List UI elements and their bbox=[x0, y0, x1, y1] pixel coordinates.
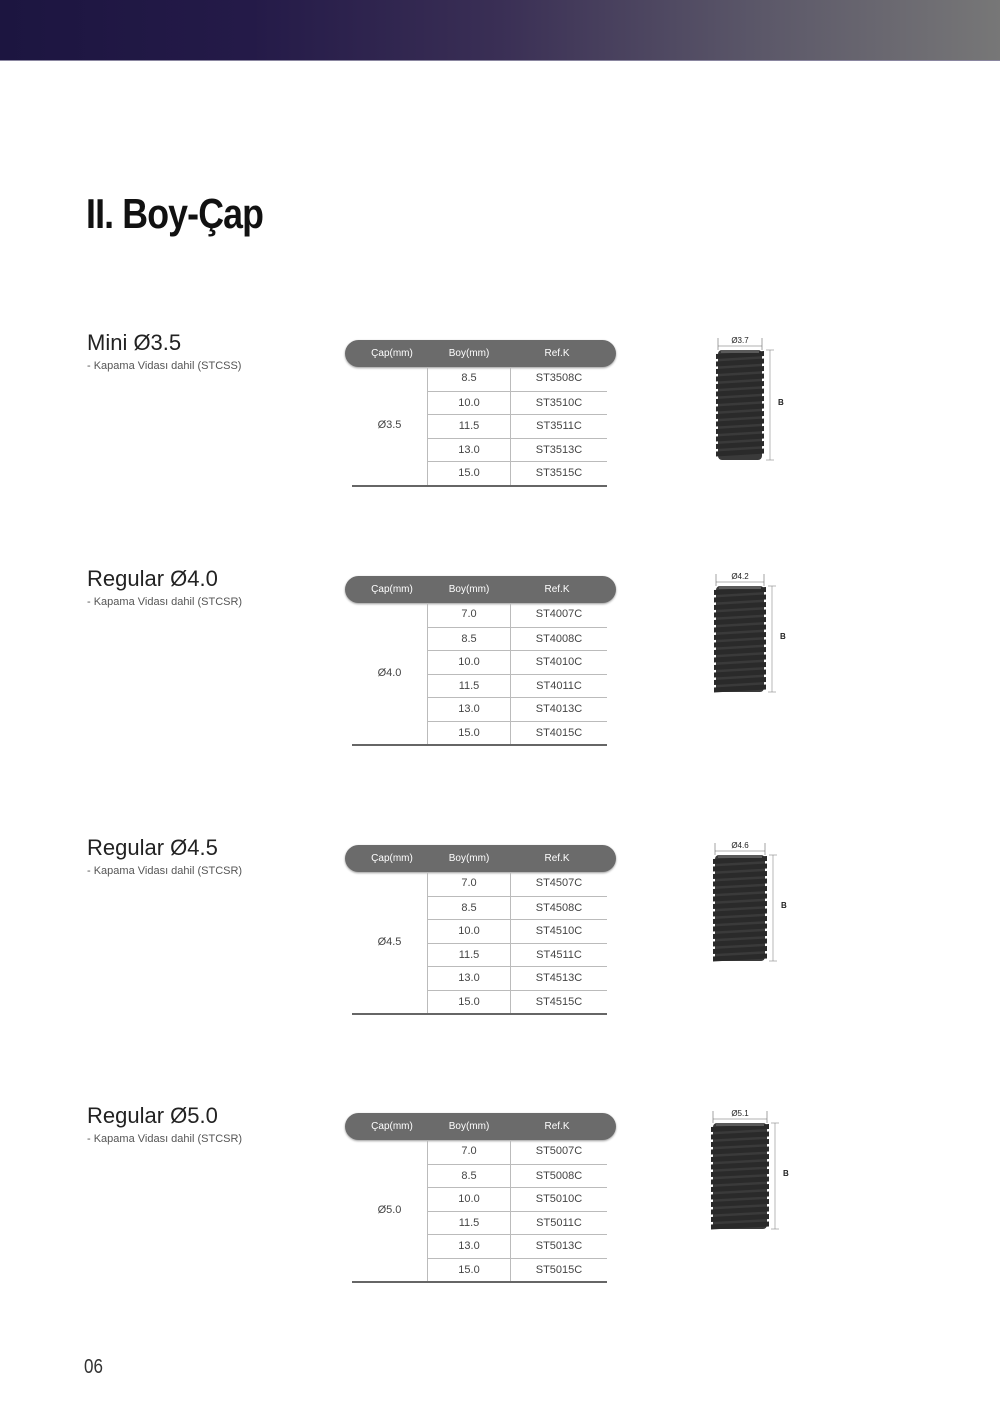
length-cell: 7.0 bbox=[427, 872, 510, 896]
table-diameter: Ø5.0 bbox=[377, 1203, 402, 1216]
length-cell: 13.0 bbox=[427, 697, 510, 721]
ref-cell: ST5008C bbox=[510, 1164, 607, 1188]
section-title: Regular Ø4.0 bbox=[87, 566, 218, 591]
table-row bbox=[352, 414, 607, 438]
ref-cell: ST3508C bbox=[510, 367, 607, 391]
ref-cell: ST5010C bbox=[510, 1187, 607, 1211]
ref-cell: ST4508C bbox=[510, 896, 607, 920]
length-cell: 13.0 bbox=[427, 1234, 510, 1258]
length-cell: 15.0 bbox=[427, 721, 510, 745]
size-table bbox=[352, 603, 607, 746]
header-length: Boy(mm) bbox=[448, 1121, 490, 1132]
length-cell: 10.0 bbox=[427, 650, 510, 674]
table-row bbox=[352, 1211, 607, 1235]
table-row bbox=[352, 1164, 607, 1188]
size-table bbox=[352, 1140, 607, 1283]
table-row bbox=[352, 650, 607, 674]
table-header bbox=[345, 576, 616, 603]
table-row bbox=[352, 1140, 607, 1164]
table-header bbox=[345, 845, 616, 872]
length-cell: 10.0 bbox=[427, 1187, 510, 1211]
table-row bbox=[352, 367, 607, 391]
length-cell: 11.5 bbox=[427, 943, 510, 967]
table-row bbox=[352, 461, 607, 485]
product-section bbox=[0, 566, 1000, 776]
page-number: 06 bbox=[84, 1356, 103, 1378]
ref-cell: ST4007C bbox=[510, 603, 607, 627]
implant-diameter-label: Ø4.6 bbox=[731, 841, 749, 850]
table-row bbox=[352, 990, 607, 1014]
ref-cell: ST4010C bbox=[510, 650, 607, 674]
ref-cell: ST4015C bbox=[510, 721, 607, 745]
length-cell: 15.0 bbox=[427, 461, 510, 485]
product-section bbox=[0, 1103, 1000, 1313]
length-cell: 11.5 bbox=[427, 1211, 510, 1235]
table-row bbox=[352, 943, 607, 967]
product-section bbox=[0, 330, 1000, 540]
length-label: B bbox=[778, 398, 784, 407]
length-cell: 7.0 bbox=[427, 1140, 510, 1164]
implant-diagram bbox=[700, 570, 800, 710]
ref-cell: ST4511C bbox=[510, 943, 607, 967]
ref-cell: ST5015C bbox=[510, 1258, 607, 1282]
table-row bbox=[352, 919, 607, 943]
table-row bbox=[352, 872, 607, 896]
table-header bbox=[345, 340, 616, 367]
ref-cell: ST4011C bbox=[510, 674, 607, 698]
implant-diagram bbox=[700, 1107, 800, 1247]
table-diameter: Ø4.5 bbox=[377, 935, 402, 948]
table-header bbox=[345, 1113, 616, 1140]
length-cell: 7.0 bbox=[427, 603, 510, 627]
section-title: Regular Ø5.0 bbox=[87, 1103, 218, 1128]
section-subtitle: - Kapama Vidası dahil (STCSR) bbox=[87, 1133, 243, 1145]
section-title: Mini Ø3.5 bbox=[87, 330, 182, 355]
table-row bbox=[352, 627, 607, 651]
implant-diagram bbox=[700, 334, 800, 474]
implant-diameter-label: Ø5.1 bbox=[731, 1109, 749, 1118]
header-ref: Ref.K bbox=[544, 348, 570, 359]
header-diameter: Çap(mm) bbox=[371, 348, 413, 359]
table-diameter: Ø4.0 bbox=[377, 666, 402, 679]
table-row bbox=[352, 674, 607, 698]
ref-cell: ST5013C bbox=[510, 1234, 607, 1258]
table-row bbox=[352, 1234, 607, 1258]
length-cell: 11.5 bbox=[427, 414, 510, 438]
header-ref: Ref.K bbox=[544, 584, 570, 595]
header-diameter: Çap(mm) bbox=[371, 853, 413, 864]
ref-cell: ST4510C bbox=[510, 919, 607, 943]
ref-cell: ST4515C bbox=[510, 990, 607, 1014]
length-cell: 13.0 bbox=[427, 438, 510, 462]
ref-cell: ST3510C bbox=[510, 391, 607, 415]
section-subtitle: - Kapama Vidası dahil (STCSS) bbox=[87, 360, 242, 372]
ref-cell: ST4507C bbox=[510, 872, 607, 896]
header-length: Boy(mm) bbox=[448, 584, 490, 595]
section-subtitle: - Kapama Vidası dahil (STCSR) bbox=[87, 596, 243, 608]
implant-diagram bbox=[700, 839, 800, 979]
length-cell: 10.0 bbox=[427, 919, 510, 943]
ref-cell: ST4513C bbox=[510, 966, 607, 990]
table-row bbox=[352, 438, 607, 462]
ref-cell: ST4013C bbox=[510, 697, 607, 721]
implant-diameter-label: Ø4.2 bbox=[731, 572, 749, 581]
table-row bbox=[352, 697, 607, 721]
ref-cell: ST4008C bbox=[510, 627, 607, 651]
length-cell: 8.5 bbox=[427, 367, 510, 391]
header-length: Boy(mm) bbox=[448, 853, 490, 864]
header-banner bbox=[0, 0, 1000, 61]
product-section bbox=[0, 835, 1000, 1045]
ref-cell: ST5007C bbox=[510, 1140, 607, 1164]
length-label: B bbox=[783, 1169, 789, 1178]
table-row bbox=[352, 896, 607, 920]
header-diameter: Çap(mm) bbox=[371, 1121, 413, 1132]
length-cell: 8.5 bbox=[427, 1164, 510, 1188]
size-table bbox=[352, 872, 607, 1015]
length-cell: 15.0 bbox=[427, 1258, 510, 1282]
implant-diameter-label: Ø3.7 bbox=[731, 336, 749, 345]
table-row bbox=[352, 721, 607, 745]
page-title: II. Boy-Çap bbox=[86, 190, 264, 237]
length-cell: 13.0 bbox=[427, 966, 510, 990]
size-table bbox=[352, 367, 607, 487]
length-label: B bbox=[781, 901, 787, 910]
header-diameter: Çap(mm) bbox=[371, 584, 413, 595]
header-ref: Ref.K bbox=[544, 853, 570, 864]
table-row bbox=[352, 603, 607, 627]
ref-cell: ST5011C bbox=[510, 1211, 607, 1235]
ref-cell: ST3513C bbox=[510, 438, 607, 462]
length-cell: 11.5 bbox=[427, 674, 510, 698]
header-ref: Ref.K bbox=[544, 1121, 570, 1132]
ref-cell: ST3511C bbox=[510, 414, 607, 438]
length-cell: 8.5 bbox=[427, 627, 510, 651]
table-row bbox=[352, 1258, 607, 1282]
ref-cell: ST3515C bbox=[510, 461, 607, 485]
table-row bbox=[352, 391, 607, 415]
section-title: Regular Ø4.5 bbox=[87, 835, 218, 860]
length-label: B bbox=[780, 632, 786, 641]
table-diameter: Ø3.5 bbox=[377, 418, 402, 431]
length-cell: 10.0 bbox=[427, 391, 510, 415]
table-row bbox=[352, 966, 607, 990]
table-row bbox=[352, 1187, 607, 1211]
header-length: Boy(mm) bbox=[448, 348, 490, 359]
length-cell: 15.0 bbox=[427, 990, 510, 1014]
length-cell: 8.5 bbox=[427, 896, 510, 920]
section-subtitle: - Kapama Vidası dahil (STCSR) bbox=[87, 865, 243, 877]
